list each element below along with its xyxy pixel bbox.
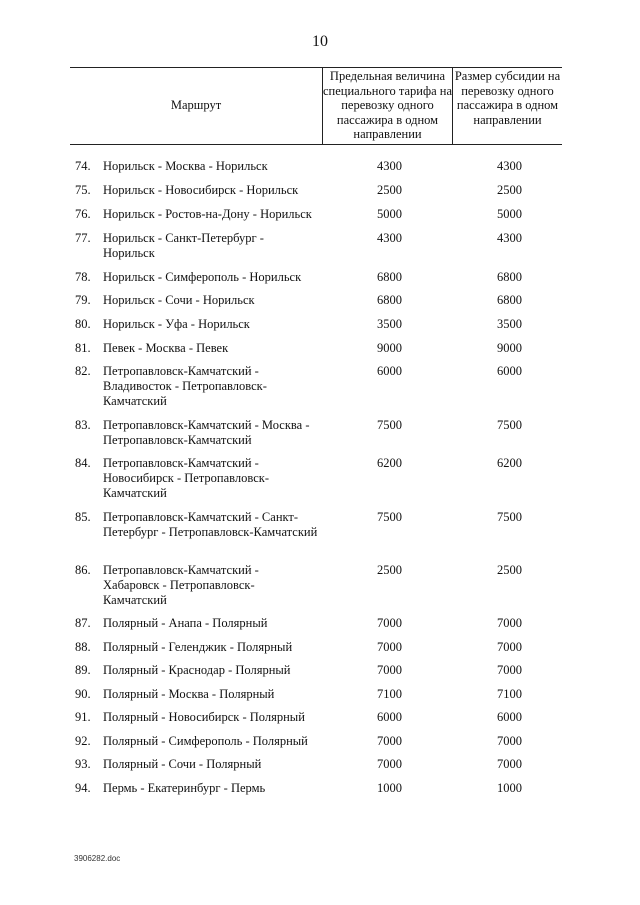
row-subsidy: 6800	[497, 293, 522, 307]
row-route: Полярный - Симферополь - Полярный	[103, 734, 308, 748]
row-route: Петропавловск-Камчатский - Новосибирск - Петропавловск-Камчатский	[103, 456, 269, 500]
row-route: Полярный - Краснодар - Полярный	[103, 663, 291, 677]
row-route: Норильск - Уфа - Норильск	[103, 317, 250, 331]
row-number: 90.	[75, 687, 91, 701]
row-subsidy: 2500	[497, 183, 522, 197]
row-route: Полярный - Новосибирск - Полярный	[103, 710, 305, 724]
row-number: 86.	[75, 563, 91, 577]
row-route: Норильск - Москва - Норильск	[103, 159, 268, 173]
row-tariff: 2500	[377, 183, 402, 197]
row-tariff: 4300	[377, 231, 402, 245]
row-tariff: 7000	[377, 663, 402, 677]
row-subsidy: 4300	[497, 231, 522, 245]
row-subsidy: 3500	[497, 317, 522, 331]
row-subsidy: 2500	[497, 563, 522, 577]
row-route: Петропавловск-Камчатский - Владивосток - Петропавловск-Камчатский	[103, 364, 267, 408]
row-tariff: 7000	[377, 616, 402, 630]
header-top-rule	[70, 67, 562, 68]
row-subsidy: 7500	[497, 510, 522, 524]
row-tariff: 4300	[377, 159, 402, 173]
row-subsidy: 7000	[497, 663, 522, 677]
row-subsidy: 7000	[497, 734, 522, 748]
row-subsidy: 7000	[497, 757, 522, 771]
row-subsidy: 7000	[497, 616, 522, 630]
row-number: 92.	[75, 734, 91, 748]
header-bottom-rule	[70, 144, 562, 145]
row-route: Пермь - Екатеринбург - Пермь	[103, 781, 266, 795]
row-tariff: 6000	[377, 710, 402, 724]
row-subsidy: 1000	[497, 781, 522, 795]
row-subsidy: 6000	[497, 710, 522, 724]
row-route: Полярный - Геленджик - Полярный	[103, 640, 293, 654]
row-route: Норильск - Санкт-Петербург - Норильск	[103, 231, 264, 260]
row-number: 88.	[75, 640, 91, 654]
row-tariff: 1000	[377, 781, 402, 795]
row-tariff: 7500	[377, 418, 402, 432]
row-tariff: 9000	[377, 341, 402, 355]
row-route: Полярный - Москва - Полярный	[103, 687, 275, 701]
column-header-subsidy: Размер субсидии на перевозку одного пассажира в одном направлении	[454, 69, 561, 127]
row-tariff: 7000	[377, 640, 402, 654]
row-subsidy: 6200	[497, 456, 522, 470]
row-number: 75.	[75, 183, 91, 197]
row-number: 83.	[75, 418, 91, 432]
column-header-route: Маршрут	[170, 98, 222, 112]
row-subsidy: 7100	[497, 687, 522, 701]
row-route: Петропавловск-Камчатский - Хабаровск - Петропавловск-Камчатский	[103, 563, 259, 607]
row-number: 94.	[75, 781, 91, 795]
row-subsidy: 6000	[497, 364, 522, 378]
row-number: 85.	[75, 510, 91, 524]
row-number: 87.	[75, 616, 91, 630]
row-subsidy: 7500	[497, 418, 522, 432]
row-number: 89.	[75, 663, 91, 677]
row-number: 80.	[75, 317, 91, 331]
row-subsidy: 7000	[497, 640, 522, 654]
row-tariff: 3500	[377, 317, 402, 331]
row-number: 82.	[75, 364, 91, 378]
row-route: Певек - Москва - Певек	[103, 341, 229, 355]
row-route: Петропавловск-Камчатский - Санкт-Петербург - Петропавловск-Камчатский	[103, 510, 318, 539]
row-route: Полярный - Сочи - Полярный	[103, 757, 262, 771]
row-tariff: 6800	[377, 270, 402, 284]
row-number: 78.	[75, 270, 91, 284]
row-route: Норильск - Новосибирск - Норильск	[103, 183, 299, 197]
row-route: Норильск - Ростов-на-Дону - Норильск	[103, 207, 312, 221]
row-route: Полярный - Анапа - Полярный	[103, 616, 268, 630]
row-route: Норильск - Сочи - Норильск	[103, 293, 255, 307]
row-subsidy: 5000	[497, 207, 522, 221]
row-number: 93.	[75, 757, 91, 771]
row-tariff: 7500	[377, 510, 402, 524]
row-subsidy: 4300	[497, 159, 522, 173]
row-number: 84.	[75, 456, 91, 470]
row-number: 74.	[75, 159, 91, 173]
row-tariff: 6000	[377, 364, 402, 378]
row-tariff: 7000	[377, 757, 402, 771]
column-header-tariff: Предельная величина специального тарифа на перевозку одного пассажира в одном направлении	[323, 69, 453, 141]
row-number: 79.	[75, 293, 91, 307]
row-subsidy: 9000	[497, 341, 522, 355]
row-number: 81.	[75, 341, 91, 355]
row-subsidy: 6800	[497, 270, 522, 284]
row-tariff: 2500	[377, 563, 402, 577]
page-number: 10	[312, 33, 328, 50]
row-tariff: 7000	[377, 734, 402, 748]
row-tariff: 6200	[377, 456, 402, 470]
row-number: 91.	[75, 710, 91, 724]
row-route: Петропавловск-Камчатский - Москва - Петропавловск-Камчатский	[103, 418, 310, 447]
row-tariff: 6800	[377, 293, 402, 307]
row-route: Норильск - Симферополь - Норильск	[103, 270, 302, 284]
row-tariff: 7100	[377, 687, 402, 701]
row-number: 77.	[75, 231, 91, 245]
row-tariff: 5000	[377, 207, 402, 221]
document-code: 3906282.doc	[74, 854, 121, 863]
row-number: 76.	[75, 207, 91, 221]
